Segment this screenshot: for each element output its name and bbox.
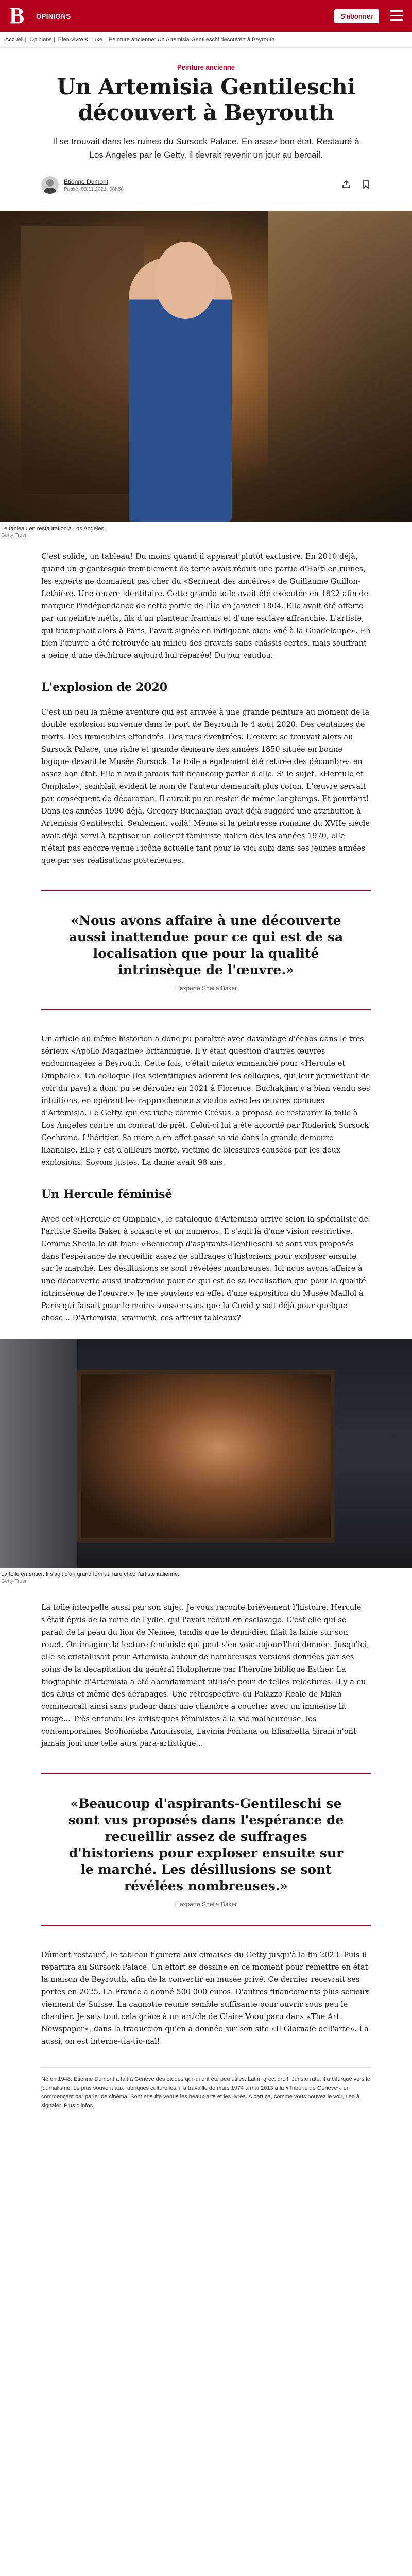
hero-image	[0, 211, 412, 522]
section-heading: Un Hercule féminisé	[41, 1188, 173, 1201]
article-header	[0, 48, 412, 162]
paragraph: C'est un peu la même aventure qui est arrivée à une grande peinture au moment de la double explosion survenue dans le port de Beyrouth le 4 août 2020. Des centaines de morts. Des immeubles effondrés. Des rues éventrées. L'œuvre se trouvait alors au Sursock Palace, une riche et grande demeure des années 1850 située en bonne logique devant le Musée Sursock. La toile a également été retirée des décombres en assez bon état. Elle n'avait jamais fait beaucoup parler d'elle. Si le sujet, «Hercule et Omphale», semblait évident le nom de l'auteur demeurait plus coton. L'œuvre servait par conséquent de décoration. Il aurait pu en rester de même longtemps. Et pourtant! Dans les années 1990 déjà, Gregory Buchakjian avait déjà suggéré une attribution à Artemisia Gentileschi. Seulement voilà! Même si la peintresse romaine du XVIIe siècle avait déjà servi à baptiser un collectif féministe italien dès les années 1970, elle n'était pas encore venue l'icône actuelle tant pour le viol subi dans ses jeunes années que par ses réalisations postérieures.	[41, 708, 370, 865]
breadcrumb-home[interactable]: Accueil	[5, 37, 24, 43]
quote-text: «Nous avons affaire à une découverte aussi inattendue pour ce qui est de sa localisation que pour la qualité intrinsèque de l'œuvre.»	[68, 913, 344, 977]
painting-caption: La toile en entier. Il s'agit d'un grand format, rare chez l'artiste italienne.	[1, 1571, 180, 1578]
hero-credit: Getty Trust	[1, 533, 26, 538]
quote-source: L'experte Sheila Baker	[175, 1901, 237, 1908]
byline	[41, 176, 371, 202]
author-bio	[41, 2067, 371, 2110]
painting-credit: Getty Trust	[1, 1579, 26, 1584]
publication-date: Publié: 03.11.2021, 08h58	[64, 186, 124, 192]
quote-text: «Beaucoup d'aspirants-Gentileschi se sont vus proposés dans l'espérance de recueillir assez de suffrages d'historiens pour exploser ensuite sur le marché. Les désillusions se sont révélées nombreuses.»	[68, 1796, 344, 1893]
bookmark-icon[interactable]	[360, 179, 371, 190]
section-label[interactable]: OPINIONS	[36, 12, 71, 20]
pull-quote	[41, 1773, 371, 1926]
section-heading: L'explosion de 2020	[41, 681, 168, 694]
second-figure	[0, 1339, 412, 1584]
more-info-link[interactable]: Plus d'infos	[64, 2103, 93, 2109]
author-name[interactable]: Etienne Dumont	[64, 178, 109, 185]
quote-source: L'experte Sheila Baker	[175, 985, 237, 992]
paragraph: Un article du même historien a donc pu paraître avec davantage d'échos dans le très sérieux «Apollo Magazine» britannique. Il y était question d'autres œuvres endommagées à Beyrouth. Cette fois, c'était mieux emmanché pour «Hercule et Omphale». Un colloque (les scientifiques adorent les colloques, qui leur permettent de voir du pays) a donc pu se dérouler en 2021 à Florence. Buchakjian y a bien vendu ses intuitions, en opérant les rapprochements voulus avec les œuvres connues d'Artemisia. Le Getty, qui est riche comme Crésus, a proposé de restaurer la toile à Los Angeles contre un contrat de prêt. Celui-ci lui a été accordé par Roderick Sursock Cochrane. L'héritier. Sa mère a en effet passé sa vie dans la grande demeure libanaise. Elle y est d'ailleurs morte, victime de blessures causées par les deux explosions. Soyons justes. La dame avait 98 ans.	[41, 1035, 370, 1167]
article-kicker: Peinture ancienne	[177, 63, 235, 71]
paragraph: C'est solide, un tableau! Du moins quand il apparait plutôt exclusive. En 2010 déjà, quand un gigantesque tremblement de terre avait réduit une partie d'Haïti en ruines, les experts ne donnaient pas cher du «Serment des ancêtres» de Guillaume Guillon-Lethière. Une œuvre identitaire. Cette grande toile avait été exécutée en 1822 afin de marquer l'indépendance de cette partie de l'Île en janvier 1804. Elle avait été offerte par un peintre métis, fils d'un planteur français et d'une esclave affranchie. L'artiste, qui triomphait alors à Paris, l'avait signée en indiquant bien: «né à la Guadeloupe». Eh bien l'œuvre a été retrouvée au milieu des gravats sans châssis certes, mais souffrant à peine d'une déchirure aujourd'hui réparée! Du pur vaudou.	[41, 553, 371, 660]
paragraph: La toile interpelle aussi par son sujet. Je vous raconte brièvement l'histoire. Hercule s'était épris de la reine de Lydie, qui l'avait réduit en esclavage. C'est elle qui se paraît de la peau du lion de Némée, tandis que le demi-dieu filait la laine sur son rouet. On imagine la lecture féministe qui peut s'en voir aujourd'hui donnée. Jusqu'ici, elle se cristallisait pour Artemisia autour de nombreuses versions données par ses soins de la décapitation du général Holopherne par l'héroïne biblique Esther. La biographie d'Artemisia a été abondamment utilisée pour de telles relectures. Il y a eu des abus et même des dérapages. Une rétrospective du Palazzo Reale de Milan commençait ainsi sans pudeur dans une chambre à coucher avec un immense lit rouge... Très entendu les artistiques féministes à la vie malheureuse, les contemporaines Sophonisba Anguissola, Lavinia Fontana ou Elisabetta Sirani n'ont jamais joui une telle aura para-artistique...	[41, 1604, 369, 1748]
share-icon[interactable]	[341, 179, 351, 190]
painting-image	[0, 1339, 412, 1568]
pull-quote	[41, 890, 371, 1010]
breadcrumb: Accueil | Opinions | Bien-vivre & Luxe | Peinture ancienne: Un Artemisia Gentileschi découvert à Beyrouth	[0, 32, 412, 48]
avatar[interactable]	[41, 176, 59, 194]
hero-figure	[0, 211, 412, 538]
breadcrumb-bien-vivre[interactable]: Bien-vivre & Luxe	[58, 37, 102, 43]
page-title: Un Artemisia Gentileschi découvert à Beyrouth	[57, 74, 355, 125]
article-body	[41, 551, 371, 867]
article-lead: Il se trouvait dans les ruines du Sursock Palace. En assez bon état. Restauré à Los Angeles par le Getty, il devrait revenir un jour au bercail.	[53, 137, 359, 160]
hero-caption: Le tableau en restauration à Los Angeles.	[1, 526, 106, 532]
paragraph: Avec cet «Hercule et Omphale», le catalogue d'Artemisia arrive selon la spécialiste de l'artiste Sheila Baker à soixante et un numéros. Il s'agit là d'une vision restrictive. Comme Sheila le dit bien: «Beaucoup d'aspirants-Gentileschi se sont vus proposés dans l'espérance de recueillir assez de suffrages d'historiens pour exploser ensuite sur le marché. Les désillusions se sont révélées nombreuses. Ici nous avons affaire à une découverte aussi inattendue pour ce qui est de sa localisation que pour la qualité intrinsèque de l'œuvre.» Je me souviens en effet d'une exposition du Musée Maillol à Paris qui faisait pour le moins tousser sans que la Covid y soit déjà pour quelque chose... D'Artemisia, vraiment, ces affreux tableaux?	[41, 1215, 369, 1323]
site-logo[interactable]: B	[9, 3, 25, 28]
menu-icon[interactable]	[390, 10, 403, 21]
breadcrumb-opinions[interactable]: Opinions	[29, 37, 52, 43]
subscribe-button[interactable]: S'abonner	[334, 9, 379, 23]
top-bar	[0, 0, 412, 32]
breadcrumb-current: Peinture ancienne: Un Artemisia Gentileschi découvert à Beyrouth	[108, 37, 275, 43]
author-bio-text: Né en 1948, Etienne Dumont a fait à Genève des études qui lui ont été peu utiles. Latin, grec, droit. Juriste raté, il a bifurqué vers le journalisme. Le plus souvent aux rubriques culturelles, il a travaillé de mars 1974 à mai 2013 à la «Tribune de Genève», en commençant par parler de cinéma. Sont ensuite venus les beaux-arts et les livres. A part ça, comme vous pouvez le voir, rien à signaler.	[41, 2076, 370, 2109]
paragraph: Dûment restauré, le tableau figurera aux cimaises du Getty jusqu'à la fin 2023. Puis il repartira au Sursock Palace. Un effort se dessine en ce moment pour remettre en état la maison de Beyrouth, afin de la convertir en musée privé. Ce dernier recevrait ses portes en 2025. La France a donné 500 000 euros. D'autres financements plus sérieux viennent de Suisse. La cagnotte réunie semble suffisante pour ouvrir sous peu le chantier. Je sais tout cela grâce à un article de Claire Voon paru dans «The Art Newspaper», dans la traduction qu'en a donnée sur son site «Il Giornale dell'arte». La aussi, on est interne-tia-tio-nal!	[41, 1951, 369, 2046]
